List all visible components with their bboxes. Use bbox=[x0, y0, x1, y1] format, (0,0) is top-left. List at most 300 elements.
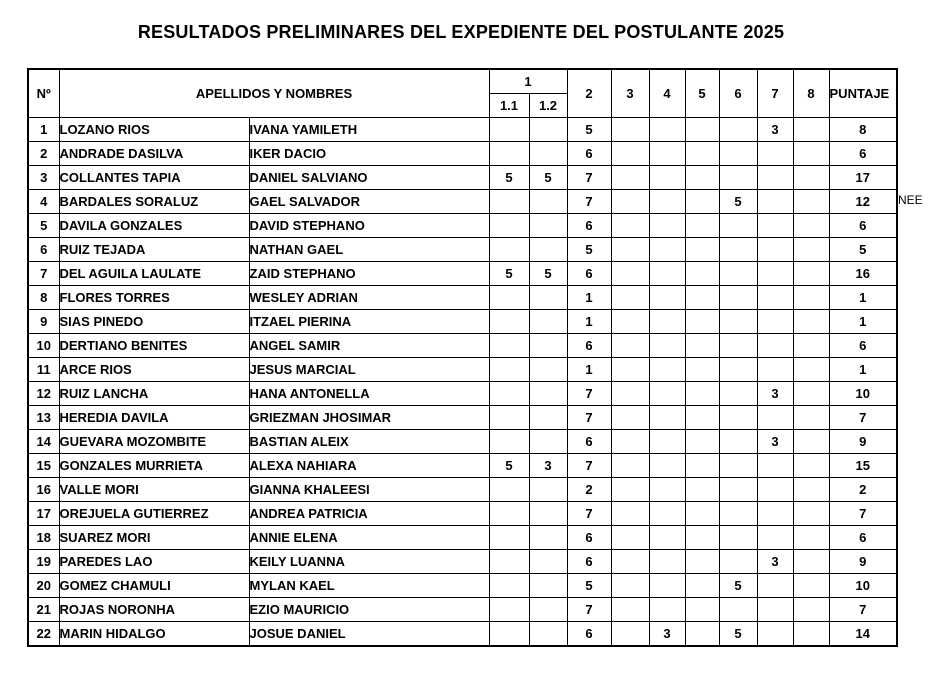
criterion-5-cell bbox=[685, 286, 719, 310]
criterion-1-1-cell: 5 bbox=[489, 262, 529, 286]
row-number: 12 bbox=[28, 382, 59, 406]
criterion-8-cell bbox=[793, 502, 829, 526]
criterion-4-cell bbox=[649, 550, 685, 574]
criterion-1-1-cell bbox=[489, 382, 529, 406]
surname-cell: RUIZ LANCHA bbox=[59, 382, 249, 406]
score-cell: 7 bbox=[829, 502, 897, 526]
criterion-4-cell bbox=[649, 190, 685, 214]
row-number: 17 bbox=[28, 502, 59, 526]
criterion-2-cell: 1 bbox=[567, 358, 611, 382]
score-cell: 7 bbox=[829, 406, 897, 430]
criterion-1-2-cell bbox=[529, 478, 567, 502]
criterion-5-cell bbox=[685, 550, 719, 574]
score-cell: 7 bbox=[829, 598, 897, 622]
score-cell: 9 bbox=[829, 430, 897, 454]
criterion-2-cell: 6 bbox=[567, 430, 611, 454]
row-number: 6 bbox=[28, 238, 59, 262]
criterion-4-cell bbox=[649, 430, 685, 454]
table-row bbox=[28, 334, 897, 358]
criterion-3-cell bbox=[611, 550, 649, 574]
score-cell: 10 bbox=[829, 574, 897, 598]
criterion-8-cell bbox=[793, 118, 829, 142]
given-names-cell: BASTIAN ALEIX bbox=[249, 430, 489, 454]
criterion-1-2-cell bbox=[529, 358, 567, 382]
score-cell: 2 bbox=[829, 478, 897, 502]
criterion-2-cell: 7 bbox=[567, 382, 611, 406]
criterion-1-1-cell bbox=[489, 358, 529, 382]
criterion-8-cell bbox=[793, 334, 829, 358]
criterion-6-cell bbox=[719, 550, 757, 574]
criterion-7-cell: 3 bbox=[757, 430, 793, 454]
surname-cell: COLLANTES TAPIA bbox=[59, 166, 249, 190]
table-row bbox=[28, 190, 897, 214]
score-cell: 12 bbox=[829, 190, 897, 214]
criterion-1-1-cell bbox=[489, 430, 529, 454]
criterion-3-cell bbox=[611, 622, 649, 647]
surname-cell: VALLE MORI bbox=[59, 478, 249, 502]
criterion-1-2-cell bbox=[529, 430, 567, 454]
criterion-6-cell bbox=[719, 118, 757, 142]
given-names-cell: ALEXA NAHIARA bbox=[249, 454, 489, 478]
criterion-5-cell bbox=[685, 502, 719, 526]
surname-cell: FLORES TORRES bbox=[59, 286, 249, 310]
criterion-4-cell bbox=[649, 262, 685, 286]
given-names-cell: EZIO MAURICIO bbox=[249, 598, 489, 622]
criterion-1-2-cell bbox=[529, 574, 567, 598]
given-names-cell: IVANA YAMILETH bbox=[249, 118, 489, 142]
criterion-7-cell bbox=[757, 358, 793, 382]
score-cell: 6 bbox=[829, 142, 897, 166]
criterion-3-cell bbox=[611, 502, 649, 526]
table-row bbox=[28, 166, 897, 190]
criterion-1-1-cell bbox=[489, 142, 529, 166]
criterion-7-cell bbox=[757, 238, 793, 262]
criterion-1-1-cell bbox=[489, 550, 529, 574]
criterion-2-cell: 7 bbox=[567, 598, 611, 622]
criterion-7-cell: 3 bbox=[757, 550, 793, 574]
criterion-7-cell bbox=[757, 310, 793, 334]
criterion-1-1-cell bbox=[489, 406, 529, 430]
criterion-2-cell: 6 bbox=[567, 214, 611, 238]
criterion-5-cell bbox=[685, 454, 719, 478]
row-number: 7 bbox=[28, 262, 59, 286]
surname-cell: ANDRADE DASILVA bbox=[59, 142, 249, 166]
criterion-7-cell bbox=[757, 502, 793, 526]
surname-cell: GONZALES MURRIETA bbox=[59, 454, 249, 478]
criterion-5-cell bbox=[685, 478, 719, 502]
criterion-1-1-cell bbox=[489, 622, 529, 647]
criterion-7-cell bbox=[757, 334, 793, 358]
criterion-6-cell bbox=[719, 358, 757, 382]
surname-cell: LOZANO RIOS bbox=[59, 118, 249, 142]
header-name: APELLIDOS Y NOMBRES bbox=[59, 69, 489, 118]
given-names-cell: ANDREA PATRICIA bbox=[249, 502, 489, 526]
criterion-4-cell bbox=[649, 526, 685, 550]
criterion-1-2-cell bbox=[529, 622, 567, 647]
criterion-7-cell bbox=[757, 526, 793, 550]
table-row bbox=[28, 238, 897, 262]
score-cell: 1 bbox=[829, 358, 897, 382]
criterion-1-1-cell: 5 bbox=[489, 454, 529, 478]
criterion-5-cell bbox=[685, 358, 719, 382]
criterion-2-cell: 2 bbox=[567, 478, 611, 502]
criterion-7-cell bbox=[757, 190, 793, 214]
criterion-8-cell bbox=[793, 214, 829, 238]
criterion-8-cell bbox=[793, 310, 829, 334]
given-names-cell: ITZAEL PIERINA bbox=[249, 310, 489, 334]
criterion-3-cell bbox=[611, 214, 649, 238]
criterion-1-2-cell: 3 bbox=[529, 454, 567, 478]
criterion-4-cell bbox=[649, 598, 685, 622]
criterion-4-cell bbox=[649, 502, 685, 526]
criterion-1-2-cell bbox=[529, 310, 567, 334]
criterion-1-1-cell bbox=[489, 214, 529, 238]
row-number: 22 bbox=[28, 622, 59, 647]
criterion-1-1-cell bbox=[489, 478, 529, 502]
nee-note: NEE bbox=[898, 193, 923, 207]
criterion-3-cell bbox=[611, 526, 649, 550]
table-row bbox=[28, 286, 897, 310]
given-names-cell: WESLEY ADRIAN bbox=[249, 286, 489, 310]
row-number: 13 bbox=[28, 406, 59, 430]
table-row bbox=[28, 598, 897, 622]
criterion-8-cell bbox=[793, 286, 829, 310]
criterion-7-cell bbox=[757, 286, 793, 310]
criterion-1-2-cell bbox=[529, 598, 567, 622]
criterion-7-cell: 3 bbox=[757, 382, 793, 406]
criterion-6-cell bbox=[719, 166, 757, 190]
table-row bbox=[28, 454, 897, 478]
criterion-5-cell bbox=[685, 526, 719, 550]
row-number: 14 bbox=[28, 430, 59, 454]
criterion-1-2-cell bbox=[529, 238, 567, 262]
row-number: 21 bbox=[28, 598, 59, 622]
surname-cell: HEREDIA DAVILA bbox=[59, 406, 249, 430]
header-criterion-4: 4 bbox=[649, 69, 685, 118]
criterion-8-cell bbox=[793, 574, 829, 598]
criterion-7-cell bbox=[757, 262, 793, 286]
criterion-5-cell bbox=[685, 622, 719, 647]
table-row bbox=[28, 502, 897, 526]
header-criterion-3: 3 bbox=[611, 69, 649, 118]
surname-cell: ARCE RIOS bbox=[59, 358, 249, 382]
score-cell: 1 bbox=[829, 286, 897, 310]
criterion-8-cell bbox=[793, 454, 829, 478]
row-number: 10 bbox=[28, 334, 59, 358]
surname-cell: GUEVARA MOZOMBITE bbox=[59, 430, 249, 454]
criterion-1-2-cell bbox=[529, 502, 567, 526]
table-row bbox=[28, 550, 897, 574]
criterion-3-cell bbox=[611, 382, 649, 406]
criterion-5-cell bbox=[685, 190, 719, 214]
criterion-4-cell bbox=[649, 286, 685, 310]
criterion-6-cell bbox=[719, 526, 757, 550]
criterion-1-2-cell bbox=[529, 526, 567, 550]
criterion-5-cell bbox=[685, 334, 719, 358]
given-names-cell: KEILY LUANNA bbox=[249, 550, 489, 574]
criterion-8-cell bbox=[793, 166, 829, 190]
table-row bbox=[28, 358, 897, 382]
table-row bbox=[28, 430, 897, 454]
criterion-8-cell bbox=[793, 238, 829, 262]
criterion-4-cell: 3 bbox=[649, 622, 685, 647]
given-names-cell: GRIEZMAN JHOSIMAR bbox=[249, 406, 489, 430]
table-row bbox=[28, 262, 897, 286]
table-row bbox=[28, 622, 897, 647]
criterion-4-cell bbox=[649, 334, 685, 358]
given-names-cell: JOSUE DANIEL bbox=[249, 622, 489, 647]
criterion-1-2-cell bbox=[529, 286, 567, 310]
criterion-6-cell bbox=[719, 334, 757, 358]
criterion-2-cell: 6 bbox=[567, 334, 611, 358]
header-criterion-1: 1 bbox=[489, 69, 567, 94]
criterion-2-cell: 7 bbox=[567, 166, 611, 190]
score-cell: 8 bbox=[829, 118, 897, 142]
criterion-5-cell bbox=[685, 262, 719, 286]
criterion-4-cell bbox=[649, 382, 685, 406]
criterion-6-cell bbox=[719, 310, 757, 334]
criterion-1-2-cell bbox=[529, 406, 567, 430]
score-cell: 5 bbox=[829, 238, 897, 262]
criterion-7-cell bbox=[757, 214, 793, 238]
criterion-6-cell: 5 bbox=[719, 622, 757, 647]
results-body bbox=[28, 118, 897, 647]
row-number: 5 bbox=[28, 214, 59, 238]
criterion-5-cell bbox=[685, 406, 719, 430]
row-number: 8 bbox=[28, 286, 59, 310]
surname-cell: ROJAS NORONHA bbox=[59, 598, 249, 622]
score-cell: 14 bbox=[829, 622, 897, 647]
criterion-3-cell bbox=[611, 478, 649, 502]
criterion-8-cell bbox=[793, 526, 829, 550]
criterion-5-cell bbox=[685, 238, 719, 262]
criterion-8-cell bbox=[793, 406, 829, 430]
criterion-1-1-cell bbox=[489, 502, 529, 526]
criterion-6-cell bbox=[719, 454, 757, 478]
surname-cell: DERTIANO BENITES bbox=[59, 334, 249, 358]
score-cell: 17 bbox=[829, 166, 897, 190]
row-number: 19 bbox=[28, 550, 59, 574]
criterion-1-2-cell: 5 bbox=[529, 262, 567, 286]
criterion-6-cell bbox=[719, 406, 757, 430]
criterion-2-cell: 1 bbox=[567, 286, 611, 310]
criterion-3-cell bbox=[611, 262, 649, 286]
criterion-2-cell: 7 bbox=[567, 502, 611, 526]
criterion-6-cell: 5 bbox=[719, 190, 757, 214]
criterion-6-cell bbox=[719, 214, 757, 238]
header-criterion-5: 5 bbox=[685, 69, 719, 118]
criterion-6-cell: 5 bbox=[719, 574, 757, 598]
criterion-7-cell bbox=[757, 574, 793, 598]
criterion-8-cell bbox=[793, 622, 829, 647]
criterion-1-1-cell bbox=[489, 598, 529, 622]
criterion-4-cell bbox=[649, 118, 685, 142]
criterion-1-2-cell bbox=[529, 190, 567, 214]
criterion-5-cell bbox=[685, 430, 719, 454]
criterion-3-cell bbox=[611, 142, 649, 166]
criterion-3-cell bbox=[611, 406, 649, 430]
criterion-4-cell bbox=[649, 574, 685, 598]
header-criterion-8: 8 bbox=[793, 69, 829, 118]
table-row bbox=[28, 214, 897, 238]
criterion-1-1-cell: 5 bbox=[489, 166, 529, 190]
criterion-4-cell bbox=[649, 358, 685, 382]
criterion-4-cell bbox=[649, 454, 685, 478]
criterion-1-2-cell bbox=[529, 334, 567, 358]
score-cell: 1 bbox=[829, 310, 897, 334]
given-names-cell: GAEL SALVADOR bbox=[249, 190, 489, 214]
score-cell: 6 bbox=[829, 214, 897, 238]
criterion-3-cell bbox=[611, 190, 649, 214]
header-criterion-1-2: 1.2 bbox=[529, 94, 567, 118]
surname-cell: MARIN HIDALGO bbox=[59, 622, 249, 647]
criterion-5-cell bbox=[685, 166, 719, 190]
row-number: 3 bbox=[28, 166, 59, 190]
criterion-8-cell bbox=[793, 358, 829, 382]
table-row bbox=[28, 478, 897, 502]
criterion-1-2-cell bbox=[529, 118, 567, 142]
criterion-6-cell bbox=[719, 142, 757, 166]
score-cell: 9 bbox=[829, 550, 897, 574]
criterion-1-2-cell: 5 bbox=[529, 166, 567, 190]
criterion-8-cell bbox=[793, 382, 829, 406]
criterion-3-cell bbox=[611, 286, 649, 310]
criterion-8-cell bbox=[793, 550, 829, 574]
criterion-8-cell bbox=[793, 262, 829, 286]
table-row bbox=[28, 118, 897, 142]
criterion-2-cell: 7 bbox=[567, 190, 611, 214]
score-cell: 10 bbox=[829, 382, 897, 406]
criterion-6-cell bbox=[719, 430, 757, 454]
given-names-cell: NATHAN GAEL bbox=[249, 238, 489, 262]
criterion-7-cell bbox=[757, 142, 793, 166]
table-row bbox=[28, 526, 897, 550]
surname-cell: BARDALES SORALUZ bbox=[59, 190, 249, 214]
criterion-1-1-cell bbox=[489, 310, 529, 334]
header-num: Nº bbox=[28, 69, 59, 118]
criterion-1-2-cell bbox=[529, 550, 567, 574]
criterion-5-cell bbox=[685, 118, 719, 142]
criterion-3-cell bbox=[611, 118, 649, 142]
criterion-5-cell bbox=[685, 310, 719, 334]
criterion-4-cell bbox=[649, 166, 685, 190]
row-number: 4 bbox=[28, 190, 59, 214]
row-number: 20 bbox=[28, 574, 59, 598]
criterion-7-cell bbox=[757, 406, 793, 430]
criterion-6-cell bbox=[719, 502, 757, 526]
surname-cell: DEL AGUILA LAULATE bbox=[59, 262, 249, 286]
given-names-cell: DAVID STEPHANO bbox=[249, 214, 489, 238]
criterion-5-cell bbox=[685, 598, 719, 622]
score-cell: 6 bbox=[829, 334, 897, 358]
criterion-2-cell: 6 bbox=[567, 622, 611, 647]
criterion-1-2-cell bbox=[529, 214, 567, 238]
criterion-6-cell bbox=[719, 382, 757, 406]
criterion-5-cell bbox=[685, 574, 719, 598]
criterion-7-cell bbox=[757, 622, 793, 647]
criterion-8-cell bbox=[793, 190, 829, 214]
header-criterion-2: 2 bbox=[567, 69, 611, 118]
given-names-cell: IKER DACIO bbox=[249, 142, 489, 166]
criterion-1-1-cell bbox=[489, 238, 529, 262]
table-row bbox=[28, 382, 897, 406]
criterion-5-cell bbox=[685, 142, 719, 166]
row-number: 16 bbox=[28, 478, 59, 502]
criterion-3-cell bbox=[611, 454, 649, 478]
criterion-2-cell: 5 bbox=[567, 238, 611, 262]
criterion-3-cell bbox=[611, 574, 649, 598]
criterion-2-cell: 5 bbox=[567, 574, 611, 598]
header-criterion-6: 6 bbox=[719, 69, 757, 118]
criterion-1-1-cell bbox=[489, 526, 529, 550]
header-row-1 bbox=[28, 69, 897, 94]
criterion-8-cell bbox=[793, 430, 829, 454]
criterion-7-cell bbox=[757, 454, 793, 478]
criterion-3-cell bbox=[611, 358, 649, 382]
criterion-3-cell bbox=[611, 166, 649, 190]
criterion-7-cell: 3 bbox=[757, 118, 793, 142]
given-names-cell: ZAID STEPHANO bbox=[249, 262, 489, 286]
criterion-5-cell bbox=[685, 382, 719, 406]
criterion-7-cell bbox=[757, 478, 793, 502]
criterion-4-cell bbox=[649, 142, 685, 166]
criterion-2-cell: 6 bbox=[567, 262, 611, 286]
criterion-4-cell bbox=[649, 214, 685, 238]
table-row bbox=[28, 574, 897, 598]
criterion-3-cell bbox=[611, 430, 649, 454]
row-number: 1 bbox=[28, 118, 59, 142]
surname-cell: RUIZ TEJADA bbox=[59, 238, 249, 262]
criterion-2-cell: 7 bbox=[567, 454, 611, 478]
criterion-1-1-cell bbox=[489, 334, 529, 358]
criterion-1-1-cell bbox=[489, 574, 529, 598]
criterion-8-cell bbox=[793, 142, 829, 166]
criterion-7-cell bbox=[757, 598, 793, 622]
row-number: 11 bbox=[28, 358, 59, 382]
criterion-4-cell bbox=[649, 406, 685, 430]
criterion-2-cell: 6 bbox=[567, 550, 611, 574]
criterion-8-cell bbox=[793, 598, 829, 622]
results-table bbox=[27, 68, 898, 647]
given-names-cell: ANGEL SAMIR bbox=[249, 334, 489, 358]
score-cell: 15 bbox=[829, 454, 897, 478]
surname-cell: GOMEZ CHAMULI bbox=[59, 574, 249, 598]
criterion-2-cell: 1 bbox=[567, 310, 611, 334]
criterion-3-cell bbox=[611, 238, 649, 262]
criterion-3-cell bbox=[611, 598, 649, 622]
criterion-6-cell bbox=[719, 598, 757, 622]
criterion-3-cell bbox=[611, 310, 649, 334]
criterion-1-1-cell bbox=[489, 118, 529, 142]
header-criterion-1-1: 1.1 bbox=[489, 94, 529, 118]
given-names-cell: ANNIE ELENA bbox=[249, 526, 489, 550]
header-criterion-7: 7 bbox=[757, 69, 793, 118]
criterion-6-cell bbox=[719, 238, 757, 262]
row-number: 15 bbox=[28, 454, 59, 478]
surname-cell: DAVILA GONZALES bbox=[59, 214, 249, 238]
criterion-8-cell bbox=[793, 478, 829, 502]
criterion-3-cell bbox=[611, 334, 649, 358]
criterion-5-cell bbox=[685, 214, 719, 238]
given-names-cell: DANIEL SALVIANO bbox=[249, 166, 489, 190]
surname-cell: SUAREZ MORI bbox=[59, 526, 249, 550]
criterion-4-cell bbox=[649, 310, 685, 334]
surname-cell: OREJUELA GUTIERREZ bbox=[59, 502, 249, 526]
row-number: 18 bbox=[28, 526, 59, 550]
row-number: 9 bbox=[28, 310, 59, 334]
surname-cell: SIAS PINEDO bbox=[59, 310, 249, 334]
criterion-1-1-cell bbox=[489, 190, 529, 214]
